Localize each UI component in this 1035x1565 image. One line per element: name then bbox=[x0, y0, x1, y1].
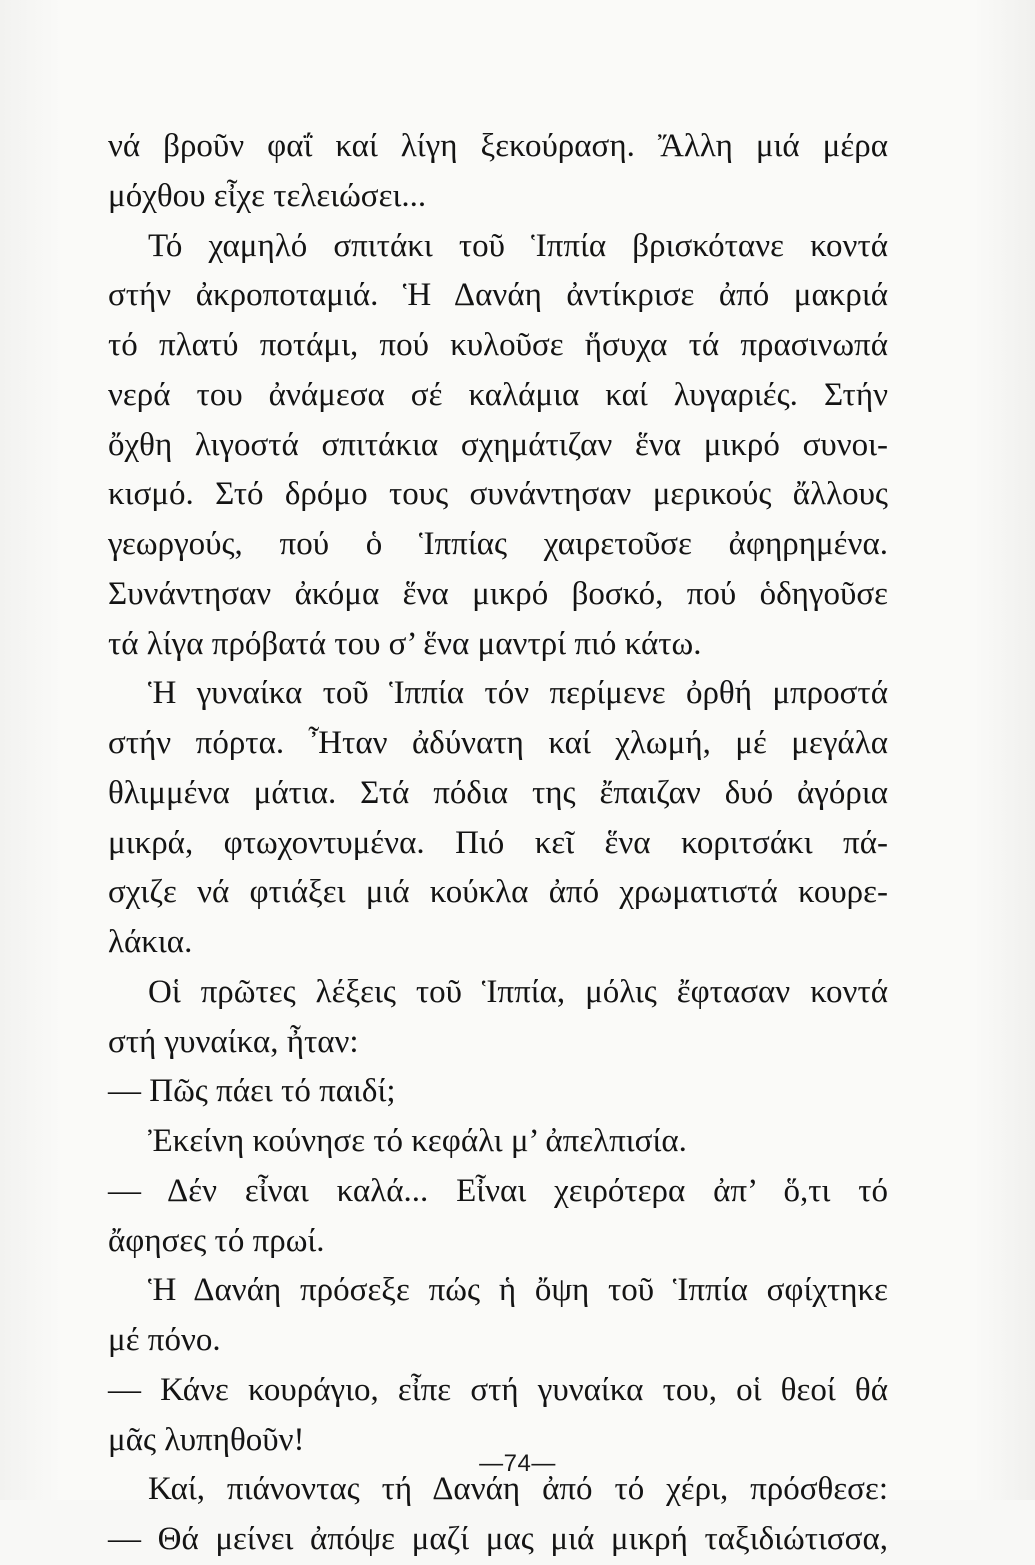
text-line: κισμό. Στό δρόμο τους συνάντησαν μερικούς ἄλλους bbox=[108, 476, 888, 513]
text-line: θλιμμένα μάτια. Στά πόδια της ἔπαιζαν δυό ἀγόρια bbox=[108, 774, 888, 811]
text-line: μᾶς λυπηθοῦν! bbox=[108, 1421, 305, 1458]
page-number: —74— bbox=[479, 1450, 556, 1477]
text-line: Ἐκείνη κούνησε τό κεφάλι μ’ ἀπελπισία. bbox=[148, 1123, 687, 1159]
text-line: γεωργούς, πού ὁ Ἱππίας χαιρετοῦσε ἀφηρημένα. bbox=[108, 526, 888, 562]
text-line: στήν πόρτα. Ἦταν ἀδύνατη καί χλωμή, μέ μεγάλα bbox=[108, 725, 888, 761]
text-line: σχιζε νά φτιάξει μιά κούκλα ἀπό χρωματιστά κουρε- bbox=[108, 874, 888, 911]
text-line: ἄφησες τό πρωί. bbox=[108, 1222, 325, 1259]
text-line: Οἱ πρῶτες λέξεις τοῦ Ἱππία, μόλις ἔφτασαν κοντά bbox=[148, 973, 888, 1010]
text-line: τά λίγα πρόβατά του σ’ ἕνα μαντρί πιό κάτω. bbox=[108, 625, 702, 662]
text-line: Καί, πιάνοντας τή Δανάη ἀπό τό χέρι, πρόσθεσε: bbox=[148, 1471, 888, 1508]
text-line: Τό χαμηλό σπιτάκι τοῦ Ἱππία βρισκότανε κοντά bbox=[148, 227, 888, 264]
text-line: μικρά, φτωχοντυμένα. Πιό κεῖ ἕνα κοριτσάκι πά- bbox=[108, 824, 888, 861]
text-line: Συνάντησαν ἀκόμα ἕνα μικρό βοσκό, πού ὁδηγοῦσε bbox=[108, 575, 888, 612]
text-line: νερά του ἀνάμεσα σέ καλάμια καί λυγαριές. Στήν bbox=[108, 376, 888, 413]
text-line: λάκια. bbox=[108, 924, 193, 960]
text-line: νά βροῦν φαΐ καί λίγη ξεκούραση. Ἄλλη μιά μέρα bbox=[108, 128, 888, 164]
text-line: μόχθου εἶχε τελειώσει... bbox=[108, 177, 427, 214]
text-line: στή γυναίκα, ἦταν: bbox=[108, 1023, 359, 1060]
dialogue-line: — Κάνε κουράγιο, εἶπε στή γυναίκα του, οἱ θεοί θά bbox=[108, 1371, 888, 1408]
text-line: ὄχθη λιγοστά σπιτάκια σχημάτιζαν ἕνα μικρό συνοι- bbox=[108, 426, 888, 463]
text-line: τό πλατύ ποτάμι, πού κυλοῦσε ἥσυχα τά πρασινωπά bbox=[108, 327, 888, 363]
text-line: Ἡ γυναίκα τοῦ Ἱππία τόν περίμενε ὀρθή μπροστά bbox=[148, 675, 888, 712]
text-line: Ἡ Δανάη πρόσεξε πώς ἡ ὄψη τοῦ Ἱππία σφίχτηκε bbox=[148, 1272, 888, 1309]
dialogue-line: — Θά μείνει ἀπόψε μαζί μας μιά μικρή ταξιδιώτισσα, bbox=[108, 1521, 888, 1557]
dialogue-line: — Πῶς πάει τό παιδί; bbox=[108, 1073, 396, 1110]
text-line: στήν ἀκροποταμιά. Ἡ Δανάη ἀντίκρισε ἀπό μακριά bbox=[108, 277, 888, 314]
text-line: μέ πόνο. bbox=[108, 1322, 221, 1358]
body-text bbox=[108, 122, 888, 1565]
dialogue-line: — Δέν εἶναι καλά... Εἶναι χειρότερα ἀπ’ ὅ,τι τό bbox=[108, 1172, 888, 1209]
